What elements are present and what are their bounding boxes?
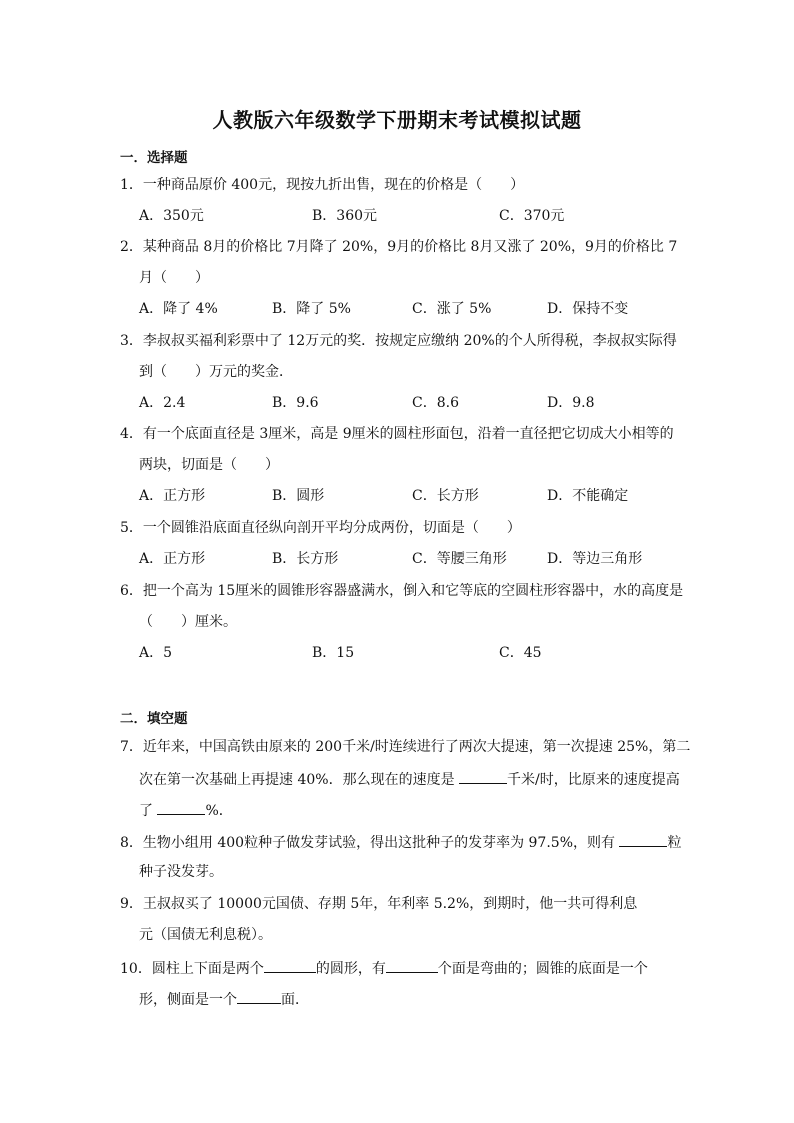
question-9-line-2: 元（国债无利息税）。 bbox=[139, 927, 272, 943]
question-7-line-1: 7．近年来，中国高铁由原来的 200千米/时连续进行了两次大提速，第一次提速 25%，第二 bbox=[120, 739, 691, 755]
question-7-line-3 bbox=[139, 800, 695, 820]
q4-option-d: D．不能确定 bbox=[547, 488, 629, 504]
q6-option-a: A．5 bbox=[139, 645, 173, 661]
question-6-line-2: （ ）厘米。 bbox=[139, 614, 237, 630]
question-3-line-2: 到（ ）万元的奖金． bbox=[139, 364, 293, 380]
q2-option-c: C．涨了 5% bbox=[412, 301, 492, 317]
q10-line-1-part-2: 的圆形，有 bbox=[315, 961, 386, 977]
q8-line-1-text-after: 粒 bbox=[667, 835, 682, 851]
page-title: 人教版六年级数学下册期末考试模拟试题 bbox=[212, 108, 582, 132]
q2-option-b: B．降了 5% bbox=[272, 301, 351, 317]
q7-answer-blank-percent[interactable] bbox=[157, 800, 205, 815]
question-5-text: 5．一个圆锥沿底面直径纵向剖开平均分成两份，切面是（ ） bbox=[120, 520, 521, 536]
q3-option-c: C．8.6 bbox=[412, 395, 459, 411]
q3-option-d: D．9.8 bbox=[547, 395, 595, 411]
section-heading-fill-in-blank: 二．填空题 bbox=[120, 711, 188, 727]
question-3-line-1: 3．李叔叔买福利彩票中了 12万元的奖．按规定应缴纳 20%的个人所得税，李叔叔实际得 bbox=[120, 333, 677, 349]
question-2-line-2: 月（ ） bbox=[139, 270, 209, 286]
q4-option-a: A．正方形 bbox=[139, 488, 206, 504]
question-8-line-2: 种子没发芽。 bbox=[139, 864, 223, 880]
q7-answer-blank-speed[interactable] bbox=[459, 769, 507, 784]
q1-option-a: A．350元 bbox=[139, 208, 204, 224]
question-4-line-2: 两块，切面是（ ） bbox=[139, 457, 279, 473]
q6-option-b: B．15 bbox=[312, 645, 355, 661]
question-10-line-1 bbox=[120, 958, 676, 978]
q7-line-2-text-before: 次在第一次基础上再提速 40%．那么现在的速度是 bbox=[139, 772, 460, 788]
q8-answer-blank[interactable] bbox=[619, 832, 667, 847]
q10-answer-blank-2[interactable] bbox=[386, 958, 438, 973]
q8-line-1-text-before: 8．生物小组用 400粒种子做发芽试验，得出这批种子的发芽率为 97.5%，则有 bbox=[120, 835, 620, 851]
question-7-line-2 bbox=[139, 769, 695, 789]
q4-option-b: B．圆形 bbox=[272, 488, 325, 504]
q10-line-1-part-1: 10．圆柱上下面是两个 bbox=[120, 961, 264, 977]
question-6-line-1: 6．把一个高为 15厘米的圆锥形容器盛满水，倒入和它等底的空圆柱形容器中，水的高度是 bbox=[120, 583, 684, 599]
q4-option-c: C．长方形 bbox=[412, 488, 479, 504]
q7-line-3-text-before: 了 bbox=[139, 803, 158, 819]
q10-answer-blank-3[interactable] bbox=[237, 989, 281, 1004]
q5-option-d: D．等边三角形 bbox=[547, 551, 643, 567]
q5-option-c: C．等腰三角形 bbox=[412, 551, 507, 567]
q7-line-3-text-after: %． bbox=[205, 803, 233, 819]
q2-option-a: A．降了 4% bbox=[139, 301, 218, 317]
q10-line-2-part-2: 面． bbox=[281, 992, 309, 1008]
q10-answer-blank-1[interactable] bbox=[264, 958, 316, 973]
question-10-line-2 bbox=[139, 989, 695, 1009]
q3-option-b: B．9.6 bbox=[272, 395, 319, 411]
q10-line-1-part-3: 个面是弯曲的；圆锥的底面是一个 bbox=[437, 961, 648, 977]
question-9-line-1: 9．王叔叔买了 10000元国债、存期 5年，年利率 5.2%，到期时，他一共可得利息 bbox=[120, 896, 638, 912]
q5-option-a: A．正方形 bbox=[139, 551, 206, 567]
q7-line-2-text-after: 千米/时，比原来的速度提高 bbox=[507, 772, 680, 788]
q1-option-c: C．370元 bbox=[499, 208, 565, 224]
q1-option-b: B．360元 bbox=[312, 208, 378, 224]
question-8-line-1 bbox=[120, 832, 682, 852]
q2-option-d: D．保持不变 bbox=[547, 301, 629, 317]
question-4-line-1: 4．有一个底面直径是 3厘米，高是 9厘米的圆柱形面包，沿着一直径把它切成大小相等的 bbox=[120, 426, 674, 442]
q6-option-c: C．45 bbox=[499, 645, 542, 661]
question-1-text: 1．一种商品原价 400元，现按九折出售，现在的价格是（ ） bbox=[120, 177, 525, 193]
question-2-line-1: 2．某种商品 8月的价格比 7月降了 20%，9月的价格比 8月又涨了 20%，9月的价格比 7 bbox=[120, 239, 678, 255]
q3-option-a: A．2.4 bbox=[139, 395, 186, 411]
q5-option-b: B．长方形 bbox=[272, 551, 339, 567]
q10-line-2-part-1: 形，侧面是一个 bbox=[139, 992, 237, 1008]
section-heading-multiple-choice: 一．选择题 bbox=[120, 150, 188, 166]
